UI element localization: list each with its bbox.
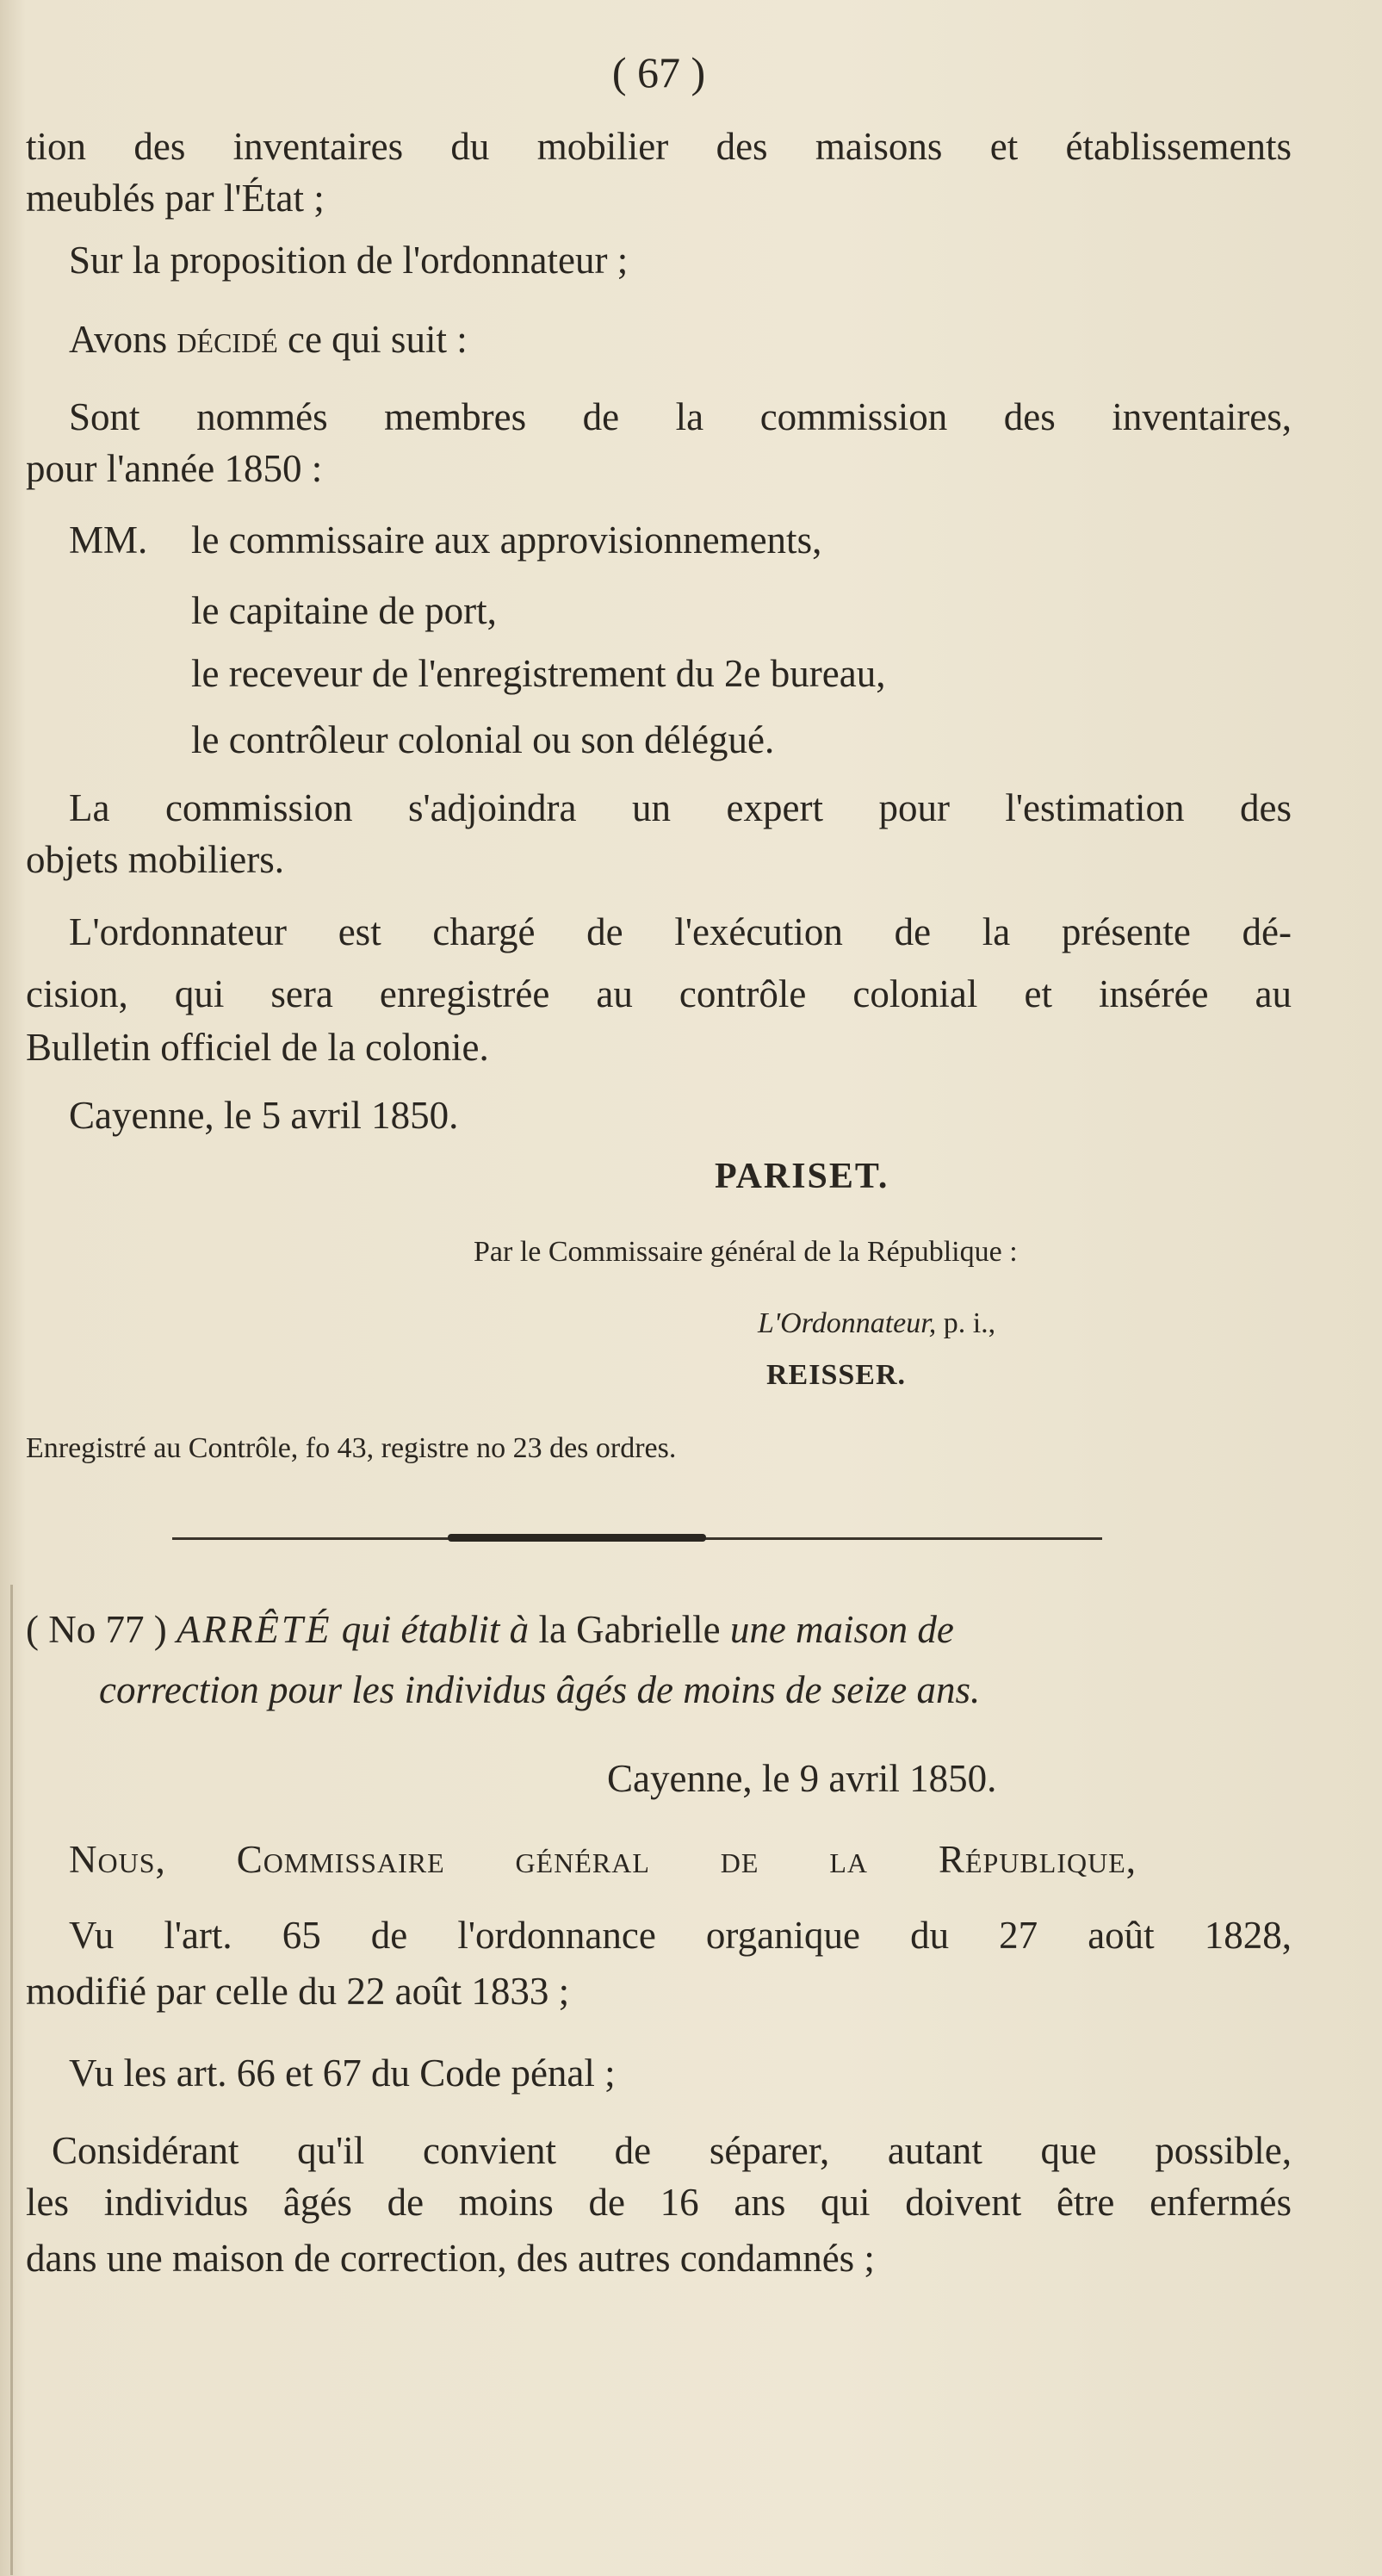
ordonnateur-italic: L'Ordonnateur,	[758, 1307, 937, 1339]
arrete-title-line2: correction pour les individus âgés de moins de seize ans.	[99, 1668, 981, 1711]
sont-line2: pour l'année 1850 :	[26, 447, 323, 490]
ordonnateur-line3: Bulletin officiel de la colonie.	[26, 1026, 489, 1069]
decide-word: décidé	[177, 318, 278, 361]
page-number: ( 67 )	[611, 48, 706, 96]
members-mm: MM.	[69, 518, 148, 562]
section-divider-ornament	[448, 1534, 706, 1542]
arrete-heading: ARRÊTÉ	[176, 1608, 332, 1651]
ordonnateur-title	[758, 1309, 995, 1338]
ordonnateur-line1: L'ordonnateur est chargé de l'exécution de la présente dé-	[69, 910, 1292, 953]
vu2-line: Vu les art. 66 et 67 du Code pénal ;	[69, 2051, 616, 2095]
arrete-text-1: qui établit à	[341, 1608, 530, 1651]
nous-line: Nous, Commissaire général de la République,	[69, 1838, 1137, 1881]
para1-line1: tion des inventaires du mobilier des maisons et établissements	[26, 125, 1292, 168]
vu1-line2: modifié par celle du 22 août 1833 ;	[26, 1970, 570, 2013]
ordonnateur-pi: p. i.,	[943, 1307, 996, 1339]
member-item: le contrôleur colonial ou son délégué.	[191, 718, 775, 761]
enregistre-line: Enregistré au Contrôle, fo 43, registre no 23 des ordres.	[26, 1432, 677, 1464]
member-item: le receveur de l'enregistrement du 2e bureau,	[191, 652, 886, 695]
sont-line1: Sont nommés membres de la commission des inventaires,	[69, 395, 1292, 438]
member-item: le capitaine de port,	[191, 589, 497, 632]
vu1-line1: Vu l'art. 65 de l'ordonnance organique du 27 août 1828,	[69, 1914, 1292, 1957]
signature-reisser: REISSER.	[766, 1359, 907, 1391]
arrete-title-line	[26, 1608, 1292, 1651]
considerant-line2: les individus âgés de moins de 16 ans qui doivent être enfermés	[26, 2181, 1292, 2224]
signature-pariset: PARISET.	[715, 1157, 889, 1196]
proposition-line: Sur la proposition de l'ordonnateur ;	[69, 239, 629, 282]
arrete-text-2: une maison de	[729, 1608, 954, 1651]
decide-rest: ce qui suit :	[287, 318, 468, 361]
para1-line2: meublés par l'État ;	[26, 177, 325, 220]
binding-edge	[10, 1585, 13, 2575]
member-item: le commissaire aux approvisionnements,	[191, 518, 822, 562]
expert-line2: objets mobiliers.	[26, 838, 284, 881]
arrete-number: ( No 77 )	[26, 1608, 167, 1651]
considerant-line3: dans une maison de correction, des autres condamnés ;	[26, 2237, 875, 2280]
ordonnateur-line2: cision, qui sera enregistrée au contrôle colonial et insérée au	[26, 972, 1292, 1015]
expert-line1: La commission s'adjoindra un expert pour l'estimation des	[69, 786, 1292, 829]
cayenne-date-1: Cayenne, le 5 avril 1850.	[69, 1094, 459, 1137]
arrete-place: la Gabrielle	[538, 1608, 721, 1651]
cayenne-date-2: Cayenne, le 9 avril 1850.	[607, 1757, 997, 1800]
considerant-line1: Considérant qu'il convient de séparer, autant que possible,	[52, 2129, 1292, 2172]
par-le-commissaire: Par le Commissaire général de la République :	[474, 1236, 1018, 1268]
decide-avons: Avons	[69, 318, 168, 361]
decide-line	[69, 320, 468, 359]
